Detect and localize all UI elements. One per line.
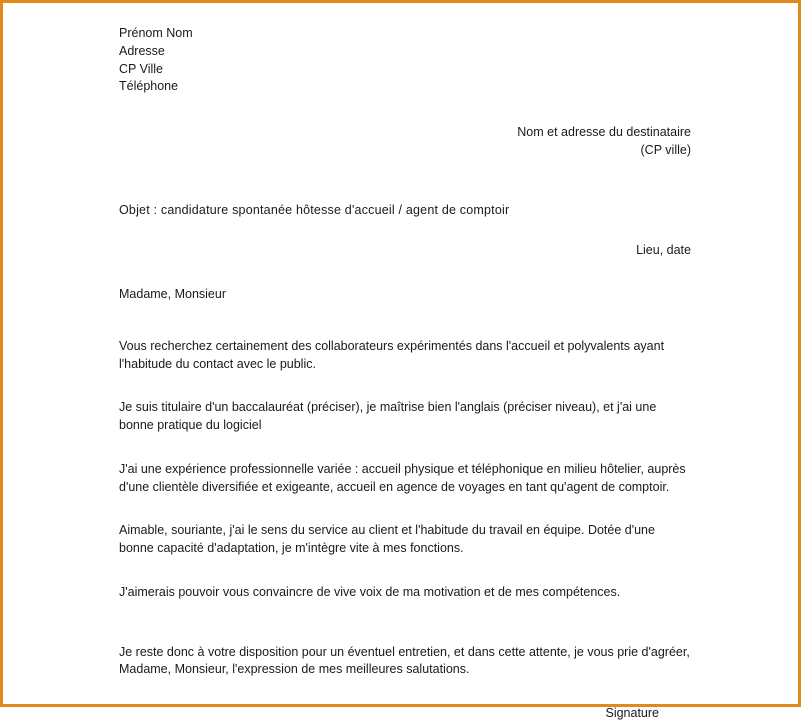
recipient-address-block — [119, 124, 691, 160]
closing-paragraph: Je reste donc à votre disposition pour un éventuel entretien, et dans cette attente, je vous prie d'agréer, Madame, Monsieur, l'expression de mes meilleures salutations. — [119, 644, 690, 677]
sender-address-block — [119, 25, 691, 96]
subject-line: Objet : candidature spontanée hôtesse d'accueil / agent de comptoir — [119, 202, 510, 217]
sender-line-street: Adresse — [119, 43, 165, 58]
body-paragraph-3: J'ai une expérience professionnelle variée : accueil physique et téléphonique en milieu hôtelier, auprès d'une clientèle diversifiée et exigeante, accueil en agence de voyages en tant qu'agent de comptoir. — [119, 461, 686, 494]
signature-line: Signature — [605, 706, 659, 720]
recipient-line-city: (CP ville) — [640, 142, 691, 157]
letter-content — [119, 23, 691, 723]
recipient-line-name: Nom et adresse du destinataire — [517, 125, 691, 139]
sender-line-name: Prénom Nom — [119, 26, 193, 40]
body-paragraph-1: Vous recherchez certainement des collaborateurs expérimentés dans l'accueil et polyvalents ayant l'habitude du contact avec le public. — [119, 338, 665, 371]
letter-sheet — [3, 3, 798, 720]
body-paragraph-4: Aimable, souriante, j'ai le sens du service au client et l'habitude du travail en équipe. Dotée d'une bonne capacité d'adaptation, je m'intègre vite à mes fonctions. — [119, 523, 655, 555]
body-paragraph-5: J'aimerais pouvoir vous convaincre de vive voix de ma motivation et de mes compétences. — [119, 584, 621, 599]
body-paragraph-2: Je suis titulaire d'un baccalauréat (préciser), je maîtrise bien l'anglais (préciser niveau), et j'ai une bonne pratique du logiciel — [119, 400, 657, 432]
place-and-date: Lieu, date — [636, 243, 691, 258]
sender-line-phone: Téléphone — [119, 79, 179, 94]
sender-line-city: CP Ville — [119, 61, 164, 76]
salutation: Madame, Monsieur — [119, 287, 226, 301]
